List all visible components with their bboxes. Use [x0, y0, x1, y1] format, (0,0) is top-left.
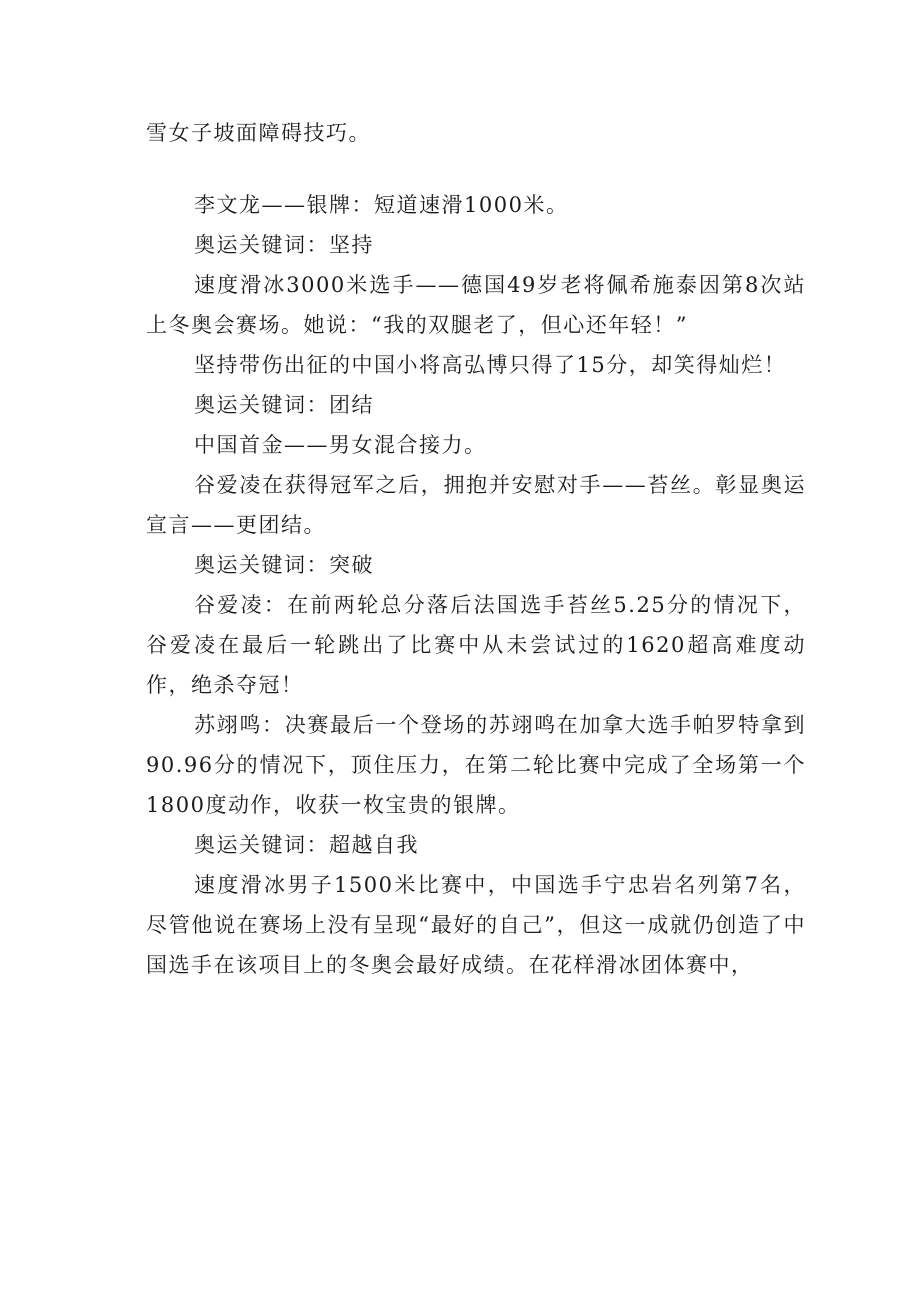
paragraph-silver-medal: 李文龙——银牌：短道速滑1000米。	[194, 193, 569, 217]
paragraph-gao-hongbo: 坚持带伤出征的中国小将高弘博只得了15分，却笑得灿烂！	[194, 353, 787, 377]
keyword-heading-breakthrough: 奥运关键词：突破	[194, 553, 374, 577]
paragraph-ning-zhongyan: 速度滑冰男子1500米比赛中，中国选手宁忠岩名列第7名，尽管他说在赛场上没有呈现“最好的自己”，但这一成就仍创造了中国选手在该项目上的冬奥会最好成绩。在花样滑冰团体赛中，	[146, 873, 806, 977]
paragraph-first-gold: 中国首金——男女混合接力。	[194, 433, 487, 457]
paragraph-gap	[146, 153, 806, 185]
paragraph-gu-ailing-1620: 谷爱凌：在前两轮总分落后法国选手苔丝5.25分的情况下，谷爱凌在最后一轮跳出了比赛中从未尝试过的1620超高难度动作，绝杀夺冠！	[146, 593, 806, 697]
paragraph-su-yiming: 苏翊鸣：决赛最后一个登场的苏翊鸣在加拿大选手帕罗特拿到90.96分的情况下，顶住压力，在第二轮比赛中完成了全场第一个1800度动作，收获一枚宝贵的银牌。	[146, 713, 806, 817]
keyword-heading-unity: 奥运关键词：团结	[194, 393, 374, 417]
paragraph-speed-skating-veteran: 速度滑冰3000米选手——德国49岁老将佩希施泰因第8次站上冬奥会赛场。她说：“我的双腿老了，但心还年轻！”	[146, 273, 806, 337]
document-body	[146, 113, 806, 985]
paragraph-gu-ailing-hug: 谷爱凌在获得冠军之后，拥抱并安慰对手——苔丝。彰显奥运宣言——更团结。	[146, 473, 806, 537]
paragraph-continuation: 雪女子坡面障碍技巧。	[146, 121, 371, 145]
keyword-heading-persistence: 奥运关键词：坚持	[194, 233, 374, 257]
keyword-heading-surpass-self: 奥运关键词：超越自我	[194, 833, 419, 857]
